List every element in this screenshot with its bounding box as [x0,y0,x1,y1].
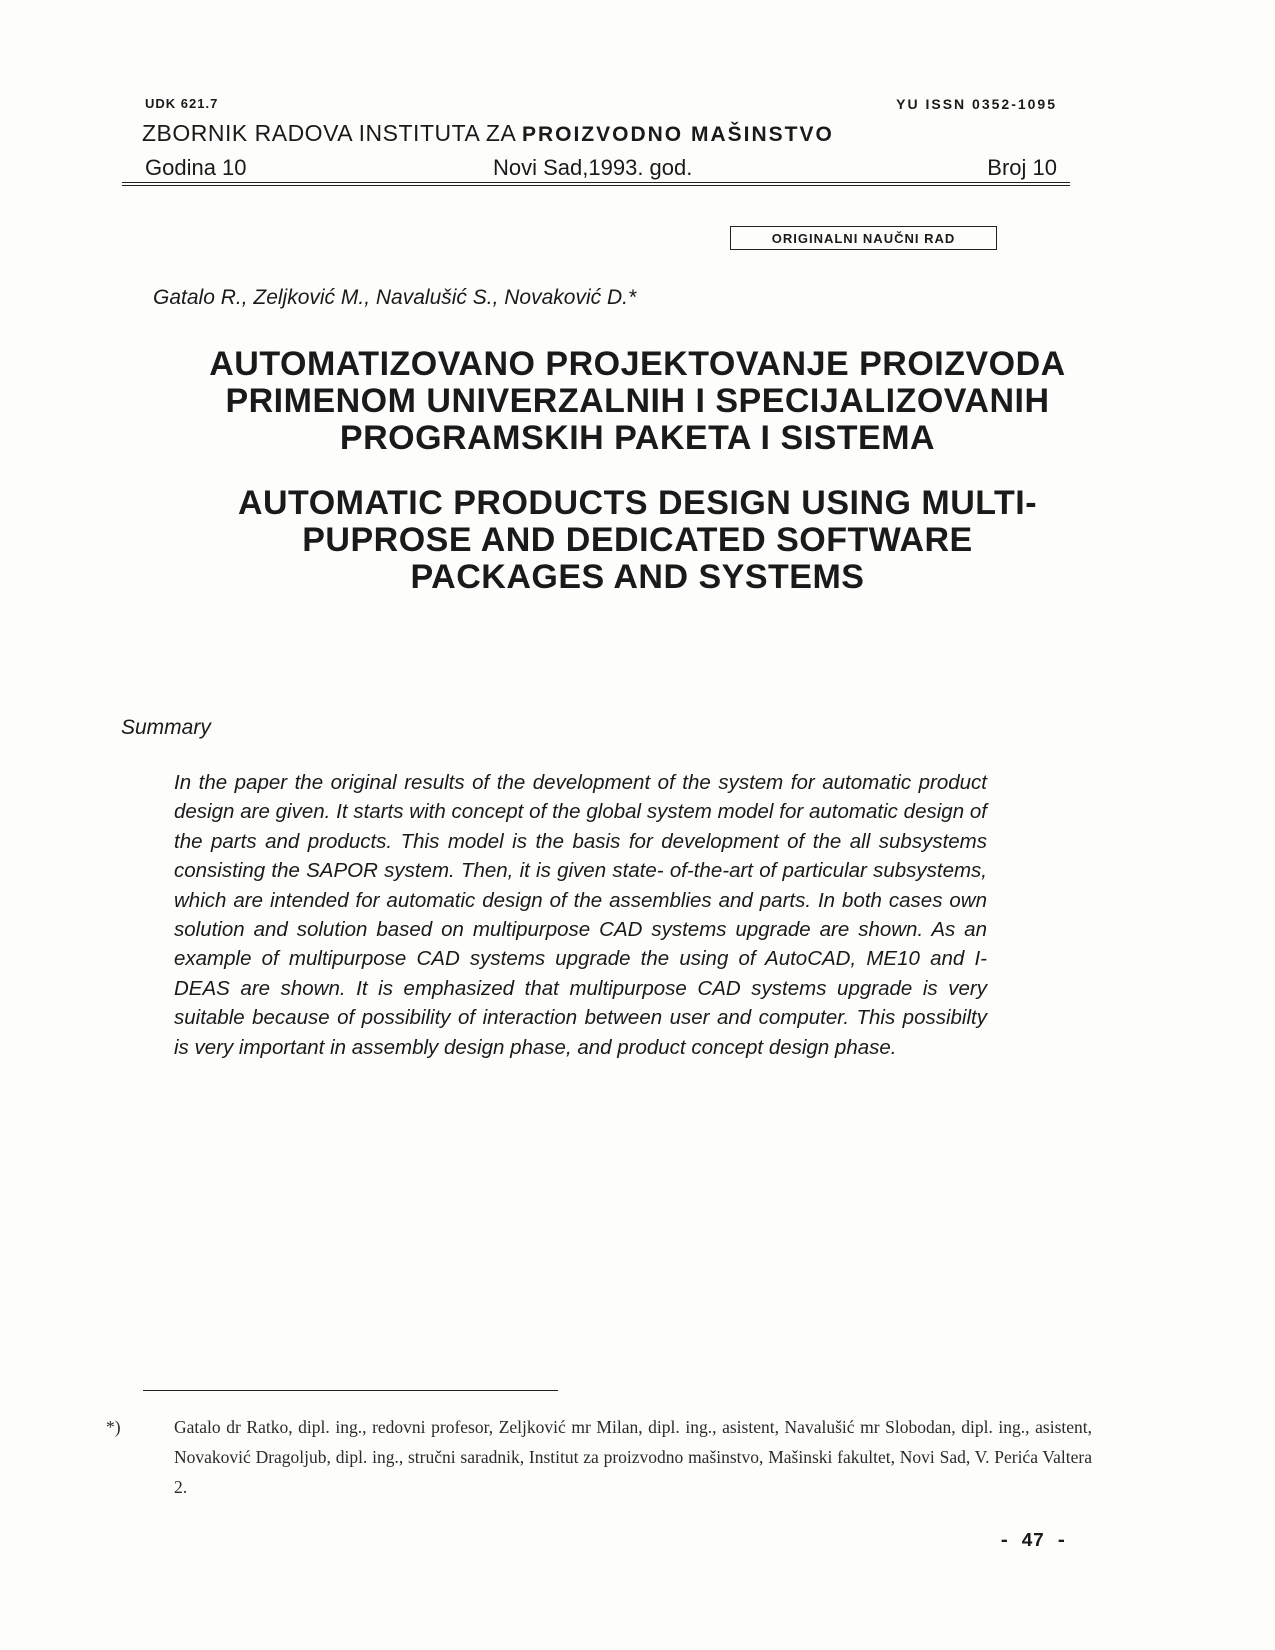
title-english-line: PUPROSE AND DEDICATED SOFTWARE [302,521,973,559]
journal-title-prefix: ZBORNIK RADOVA INSTITUTA ZA [142,120,522,146]
summary-heading: Summary [121,716,211,739]
title-english-line: PACKAGES AND SYSTEMS [410,558,865,596]
title-serbian-line: AUTOMATIZOVANO PROJEKTOVANJE PROIZVODA [209,345,1066,383]
footnote-text: Gatalo dr Ratko, dipl. ing., redovni profesor, Zeljković mr Milan, dipl. ing., asistent, Navalušić mr Slobodan, dipl. ing., asistent, Novaković Dragoljub, dipl. ing., stručni saradnik, Institut za proizvodno mašinstvo, Mašinski fakultet, Novi Sad, V. Perića Valtera 2. [174,1417,1092,1497]
title-english [130,485,1145,596]
udk-code: UDK 621.7 [145,96,219,111]
journal-issue: Broj 10 [987,155,1057,180]
title-english-line: AUTOMATIC PRODUCTS DESIGN USING MULTI- [237,484,1038,522]
footnote [106,1412,1092,1502]
header-rule-top [122,182,1070,183]
journal-volume: Godina 10 [145,155,247,180]
authors: Gatalo R., Zeljković M., Navalušić S., Novaković D.* [153,286,637,309]
footnote-body [106,1412,1092,1502]
footnote-marker: *) [106,1417,121,1437]
footnote-divider [143,1390,558,1391]
article-type-badge: ORIGINALNI NAUČNI RAD [730,226,997,250]
journal-place-year: Novi Sad,1993. god. [493,155,693,180]
title-serbian-line: PROGRAMSKIH PAKETA I SISTEMA [339,419,936,457]
page-number: - 47 - [998,1530,1067,1552]
abstract-text: In the paper the original results of the development of the system for automatic product design are given. It starts with concept of the global system model for automatic design of the parts and products. This model is the basis for development of the all subsystems consisting the SAPOR system. Then, it is given state- of-the-art of particular subsystems, which are intended for automatic design of the assemblies and parts. In both cases own solution and solution based on multipurpose CAD systems upgrade are shown. As an example of multipurpose CAD systems upgrade the using of AutoCAD, ME10 and I-DEAS are shown. It is emphasized that multipurpose CAD systems upgrade is very suitable because of possibility of interaction between user and computer. This possibilty is very important in assembly design phase, and product concept design phase. [174,771,987,1059]
journal-title-bold: PROIZVODNO MAŠINSTVO [521,123,834,146]
title-serbian [130,346,1145,457]
title-serbian-line: PRIMENOM UNIVERZALNIH I SPECIJALIZOVANIH [225,382,1050,420]
issn-code: YU ISSN 0352-1095 [896,96,1057,112]
journal-title [142,120,834,147]
header-rule-bottom [122,185,1070,186]
